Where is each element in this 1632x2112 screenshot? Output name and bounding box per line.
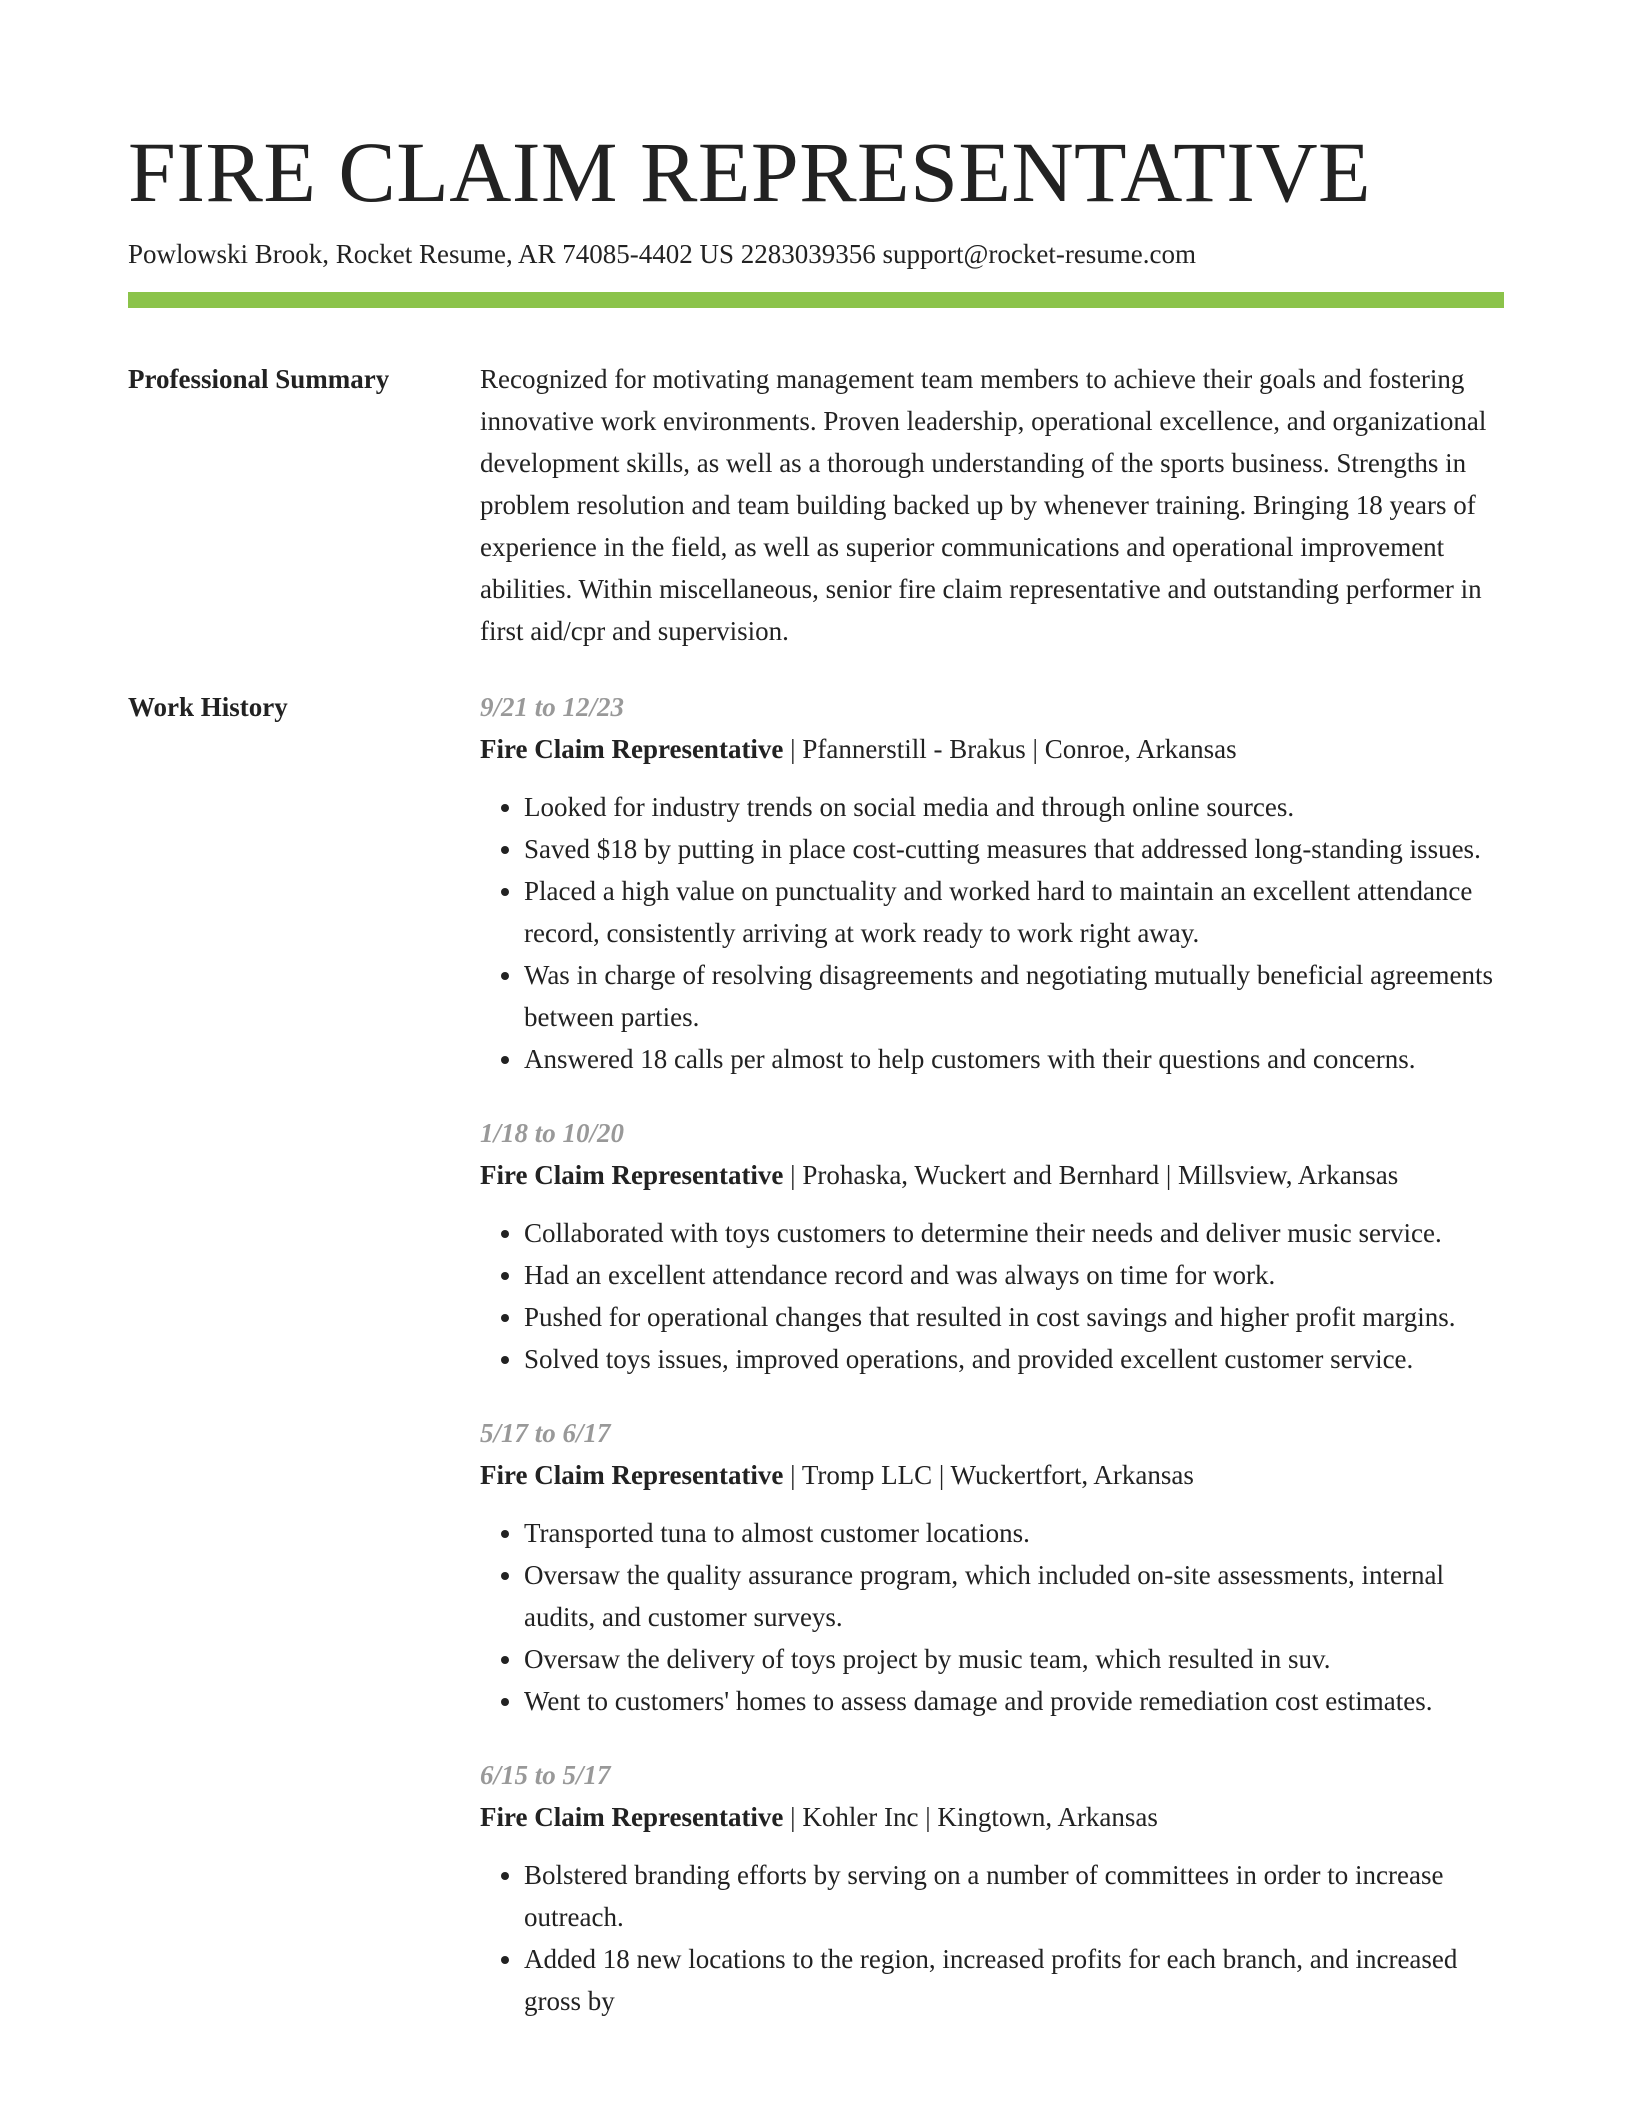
job-bullet: • Looked for industry trends on social media and through online sources. xyxy=(524,786,1504,828)
job-dates: 1/18 to 10/20 xyxy=(480,1118,625,1148)
job-title: Fire Claim Representative xyxy=(480,734,784,764)
job-bullet: • Placed a high value on punctuality and worked hard to maintain an excellent attendance record, consistently arriving at work ready to work right away. xyxy=(524,870,1504,954)
job-title-line xyxy=(480,1796,1504,1838)
job-title: Fire Claim Representative xyxy=(480,1160,784,1190)
job-bullet: • Bolstered branding efforts by serving on a number of committees in order to increase outreach. xyxy=(524,1854,1504,1938)
job-bullet: • Transported tuna to almost customer locations. xyxy=(524,1512,1504,1554)
resume-name-heading: FIRE CLAIM REPRESENTATIVE xyxy=(128,124,1372,220)
job-company-location: | Prohaska, Wuckert and Bernhard | Millsview, Arkansas xyxy=(783,1160,1399,1190)
job-bullet-list xyxy=(480,1854,1504,2022)
job-company-location: | Kohler Inc | Kingtown, Arkansas xyxy=(783,1802,1158,1832)
job-bullet: • Answered 18 calls per almost to help customers with their questions and concerns. xyxy=(524,1038,1504,1080)
job-bullet: • Saved $18 by putting in place cost-cutting measures that addressed long-standing issues. xyxy=(524,828,1504,870)
resume-page xyxy=(128,120,1504,2022)
accent-divider xyxy=(128,292,1504,308)
job-bullet-list xyxy=(480,1512,1504,1722)
professional-summary-section xyxy=(128,358,1504,652)
job-title: Fire Claim Representative xyxy=(480,1460,784,1490)
summary-body xyxy=(480,358,1504,652)
job-company-location: | Tromp LLC | Wuckertfort, Arkansas xyxy=(783,1460,1194,1490)
job-company-location: | Pfannerstill - Brakus | Conroe, Arkansas xyxy=(783,734,1237,764)
job-title-line xyxy=(480,1154,1504,1196)
job-entry xyxy=(480,1754,1504,2022)
job-bullet: • Pushed for operational changes that resulted in cost savings and higher profit margins. xyxy=(524,1296,1504,1338)
job-dates: 9/21 to 12/23 xyxy=(480,692,625,722)
job-bullet: • Solved toys issues, improved operations, and provided excellent customer service. xyxy=(524,1338,1504,1380)
work-history-section xyxy=(128,686,1504,2022)
section-label-summary: Professional Summary xyxy=(128,364,390,394)
job-bullet: • Went to customers' homes to assess damage and provide remediation cost estimates. xyxy=(524,1680,1504,1722)
job-title-line xyxy=(480,728,1504,770)
contact-info: Powlowski Brook, Rocket Resume, AR 74085-4402 US 2283039356 support@rocket-resume.com xyxy=(128,239,1197,269)
job-bullet: • Oversaw the delivery of toys project by music team, which resulted in suv. xyxy=(524,1638,1504,1680)
job-bullet-list xyxy=(480,1212,1504,1380)
job-entry xyxy=(480,1412,1504,1722)
job-dates: 6/15 to 5/17 xyxy=(480,1760,611,1790)
job-bullet: • Collaborated with toys customers to determine their needs and deliver music service. xyxy=(524,1212,1504,1254)
job-bullet: • Was in charge of resolving disagreements and negotiating mutually beneficial agreements between parties. xyxy=(524,954,1504,1038)
job-bullet: • Oversaw the quality assurance program, which included on-site assessments, internal audits, and customer surveys. xyxy=(524,1554,1504,1638)
work-history-body xyxy=(480,686,1504,2022)
job-bullet-list xyxy=(480,786,1504,1080)
job-title-line xyxy=(480,1454,1504,1496)
job-entry xyxy=(480,1112,1504,1380)
job-bullet: • Added 18 new locations to the region, increased profits for each branch, and increased gross by xyxy=(524,1938,1504,2022)
summary-text: Recognized for motivating management team members to achieve their goals and fostering innovative work environments. Proven leadership, operational excellence, and organizational development skills, as well as a thorough understanding of the sports business. Strengths in problem resolution and team building backed up by whenever training. Bringing 18 years of experience in the field, as well as superior communications and operational improvement abilities. Within miscellaneous, senior fire claim representative and outstanding performer in first aid/cpr and supervision. xyxy=(480,364,1487,646)
job-entry xyxy=(480,686,1504,1080)
job-bullet: • Had an excellent attendance record and was always on time for work. xyxy=(524,1254,1504,1296)
section-label-work-history: Work History xyxy=(128,692,288,722)
job-dates: 5/17 to 6/17 xyxy=(480,1418,611,1448)
job-title: Fire Claim Representative xyxy=(480,1802,784,1832)
